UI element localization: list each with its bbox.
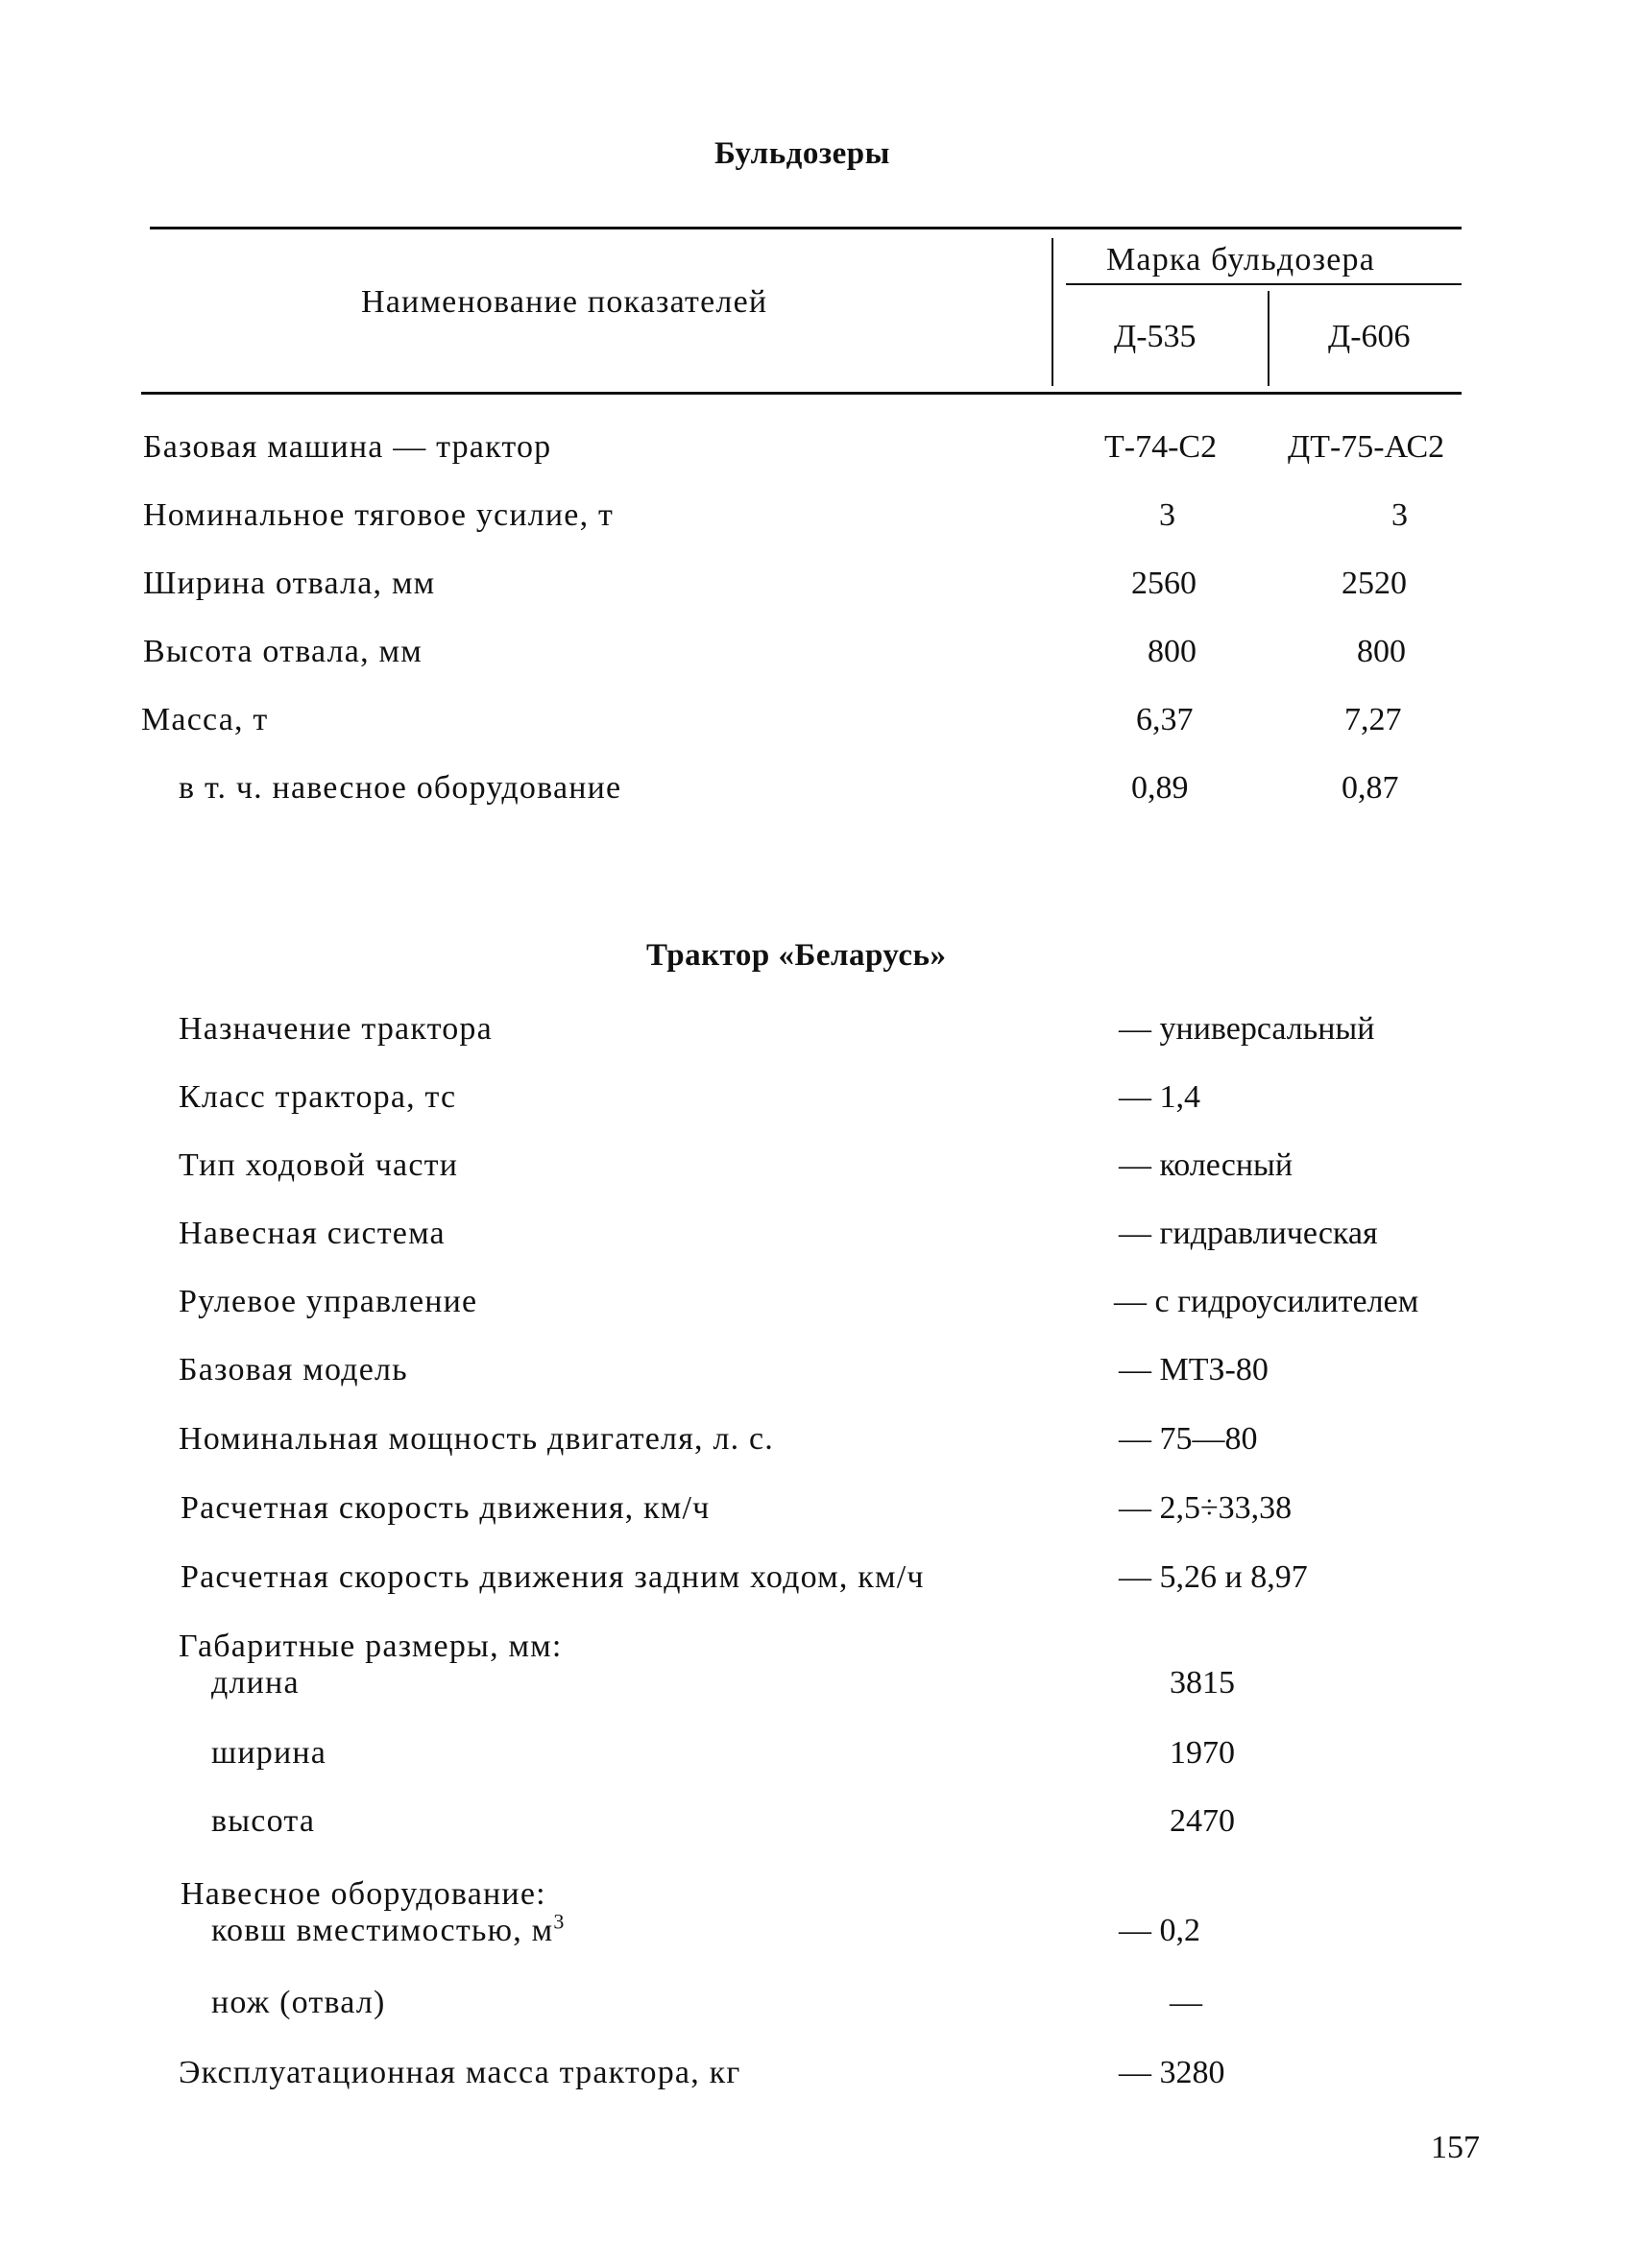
table-group-rule xyxy=(1066,283,1462,285)
operating-mass-label: Эксплуатационная масса трактора, кг xyxy=(179,2055,741,2090)
table-cell-d535: 0,89 xyxy=(1131,770,1189,806)
spec-value: — 5,26 и 8,97 xyxy=(1119,1559,1308,1595)
spec-label: Расчетная скорость движения задним ходом, км/ч xyxy=(181,1559,925,1595)
attachment-blade-label: нож (отвал) xyxy=(211,1985,386,2020)
page-number: 157 xyxy=(1431,2130,1480,2165)
spec-value: — 75—80 xyxy=(1119,1421,1258,1457)
header-name-column: Наименование показателей xyxy=(361,284,768,320)
spec-label: Номинальная мощность двигателя, л. с. xyxy=(179,1421,775,1457)
table-row-label: Масса, т xyxy=(141,702,269,737)
bucket-label-text: ковш вместимостью, м xyxy=(211,1913,554,1948)
bucket-unit-superscript: 3 xyxy=(553,1909,566,1934)
spec-value: — гидравлическая xyxy=(1119,1216,1378,1251)
attachment-bucket-label xyxy=(211,1909,566,1949)
table-header-bottom-rule xyxy=(141,392,1462,395)
spec-label: Расчетная скорость движения, км/ч xyxy=(181,1490,711,1526)
dimension-value: 3815 xyxy=(1170,1665,1235,1701)
table-cell-d606: 3 xyxy=(1391,497,1408,533)
dimension-label: ширина xyxy=(211,1735,327,1771)
spec-value: — колесный xyxy=(1119,1147,1293,1183)
table-cell-d606: 7,27 xyxy=(1344,702,1402,737)
table-cell-d535: 3 xyxy=(1159,497,1175,533)
spec-value: — с гидроусилителем xyxy=(1114,1284,1419,1319)
table-row-label: Ширина отвала, мм xyxy=(143,566,436,601)
section-title-bulldozers: Бульдозеры xyxy=(714,136,890,171)
spec-value: — 2,5÷33,38 xyxy=(1119,1490,1293,1526)
spec-value: — 1,4 xyxy=(1119,1079,1200,1115)
table-row-label: Высота отвала, мм xyxy=(143,634,423,669)
operating-mass-value: — 3280 xyxy=(1119,2055,1225,2090)
spec-label: Навесная система xyxy=(179,1216,446,1251)
dimension-value: 1970 xyxy=(1170,1735,1235,1771)
spec-value: — МТЗ-80 xyxy=(1119,1352,1269,1387)
spec-label: Назначение трактора xyxy=(179,1011,493,1047)
table-cell-d606: 2520 xyxy=(1342,566,1407,601)
table-model-divider xyxy=(1268,291,1269,386)
header-model-d606: Д-606 xyxy=(1328,319,1411,354)
dimension-label: длина xyxy=(211,1665,300,1701)
table-cell-d606: 800 xyxy=(1357,634,1406,669)
header-brand-group: Марка бульдозера xyxy=(1106,242,1376,277)
table-cell-d535: 6,37 xyxy=(1136,702,1194,737)
dimension-label: высота xyxy=(211,1803,316,1839)
section-title-tractor: Трактор «Беларусь» xyxy=(646,938,947,973)
table-cell-d535: 800 xyxy=(1148,634,1197,669)
attachments-heading: Навесное оборудование: xyxy=(181,1876,546,1912)
attachment-bucket-value: — 0,2 xyxy=(1119,1913,1200,1948)
header-model-d535: Д-535 xyxy=(1114,319,1197,354)
table-top-rule xyxy=(150,227,1462,229)
table-cell-d606: ДТ-75-АС2 xyxy=(1288,429,1445,465)
spec-label: Тип ходовой части xyxy=(179,1147,459,1183)
table-header-divider xyxy=(1052,238,1053,386)
table-cell-d535: Т-74-С2 xyxy=(1104,429,1218,465)
table-row-label: в т. ч. навесное оборудование xyxy=(179,770,622,806)
table-row-label: Базовая машина — трактор xyxy=(143,429,552,465)
spec-label: Класс трактора, тс xyxy=(179,1079,457,1115)
dimension-value: 2470 xyxy=(1170,1803,1235,1839)
dimensions-heading: Габаритные размеры, мм: xyxy=(179,1629,563,1664)
spec-value: — универсальный xyxy=(1119,1011,1375,1047)
table-row-label: Номинальное тяговое усилие, т xyxy=(143,497,615,533)
table-cell-d606: 0,87 xyxy=(1342,770,1399,806)
spec-label: Рулевое управление xyxy=(179,1284,478,1319)
attachment-blade-value: — xyxy=(1170,1985,1202,2020)
spec-label: Базовая модель xyxy=(179,1352,408,1387)
table-cell-d535: 2560 xyxy=(1131,566,1197,601)
